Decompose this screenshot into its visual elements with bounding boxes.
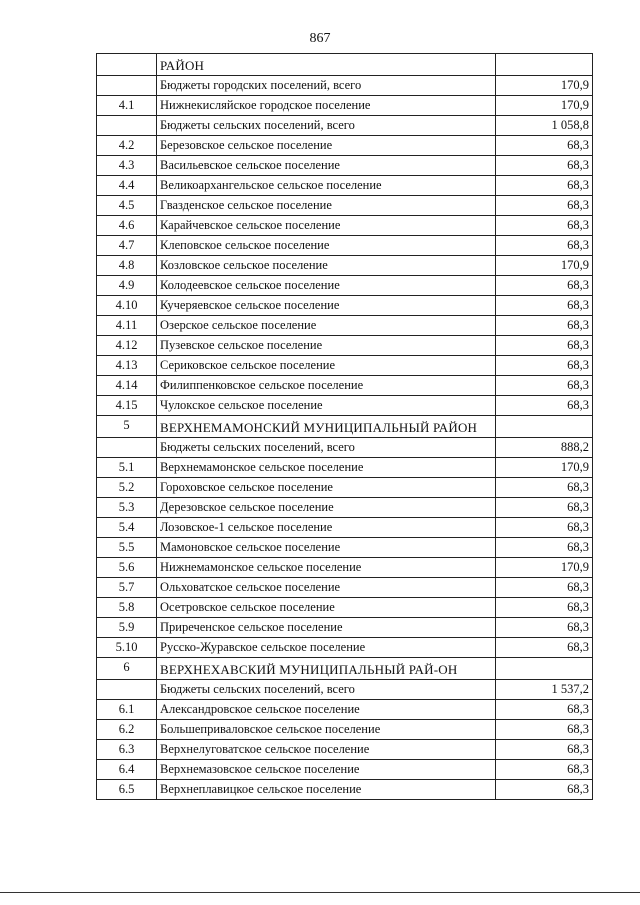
row-number: 4.2: [97, 136, 157, 156]
bottom-divider: [0, 892, 640, 893]
budget-allocation-table: [96, 53, 593, 800]
allocation-amount: 170,9: [496, 256, 593, 276]
allocation-amount: 68,3: [496, 518, 593, 538]
row-number: 4.11: [97, 316, 157, 336]
settlement-name: Кучеряевское сельское поселение: [157, 296, 496, 316]
table-row: [97, 740, 593, 760]
settlement-name: Приреченское сельское поселение: [157, 618, 496, 638]
table-row: [97, 316, 593, 336]
row-number: 6.3: [97, 740, 157, 760]
row-number: 4.14: [97, 376, 157, 396]
allocation-amount: 68,3: [496, 356, 593, 376]
row-number: 4.10: [97, 296, 157, 316]
allocation-amount: 68,3: [496, 538, 593, 558]
settlement-name: Великоархангельское сельское поселение: [157, 176, 496, 196]
row-number: 5.9: [97, 618, 157, 638]
settlement-name: Дерезовское сельское поселение: [157, 498, 496, 518]
table-row: [97, 136, 593, 156]
table-row: [97, 296, 593, 316]
table-row: [97, 518, 593, 538]
table-row: [97, 276, 593, 296]
row-number: 6.2: [97, 720, 157, 740]
allocation-amount: 68,3: [496, 578, 593, 598]
table-row: [97, 96, 593, 116]
settlement-name: Карайчевское сельское поселение: [157, 216, 496, 236]
table-row: [97, 638, 593, 658]
table-row: [97, 236, 593, 256]
settlement-name: Озерское сельское поселение: [157, 316, 496, 336]
row-number: 6: [97, 658, 157, 680]
allocation-amount: 68,3: [496, 618, 593, 638]
allocation-amount: 170,9: [496, 458, 593, 478]
row-number: 5.3: [97, 498, 157, 518]
settlement-name: Русско-Журавское сельское поселение: [157, 638, 496, 658]
allocation-amount: 68,3: [496, 276, 593, 296]
settlement-name: Верхнемазовское сельское поселение: [157, 760, 496, 780]
allocation-amount: 170,9: [496, 96, 593, 116]
settlement-name: Нижнекисляйское городское поселение: [157, 96, 496, 116]
row-number: 4.6: [97, 216, 157, 236]
row-number: [97, 54, 157, 76]
allocation-amount: 68,3: [496, 156, 593, 176]
allocation-amount: 170,9: [496, 76, 593, 96]
row-number: 5.4: [97, 518, 157, 538]
table-row: [97, 760, 593, 780]
allocation-amount: 68,3: [496, 760, 593, 780]
settlement-name: Верхнелуговатское сельское поселение: [157, 740, 496, 760]
table-row: [97, 720, 593, 740]
row-number: 4.12: [97, 336, 157, 356]
row-number: 5.8: [97, 598, 157, 618]
settlement-name: Сериковское сельское поселение: [157, 356, 496, 376]
settlement-name: Васильевское сельское поселение: [157, 156, 496, 176]
page-number: 867: [309, 31, 331, 46]
table-row: [97, 256, 593, 276]
allocation-amount: 68,3: [496, 136, 593, 156]
district-header-row: [97, 54, 593, 76]
table-row: [97, 558, 593, 578]
settlement-name: Бюджеты сельских поселений, всего: [157, 438, 496, 458]
settlement-name: Александровское сельское поселение: [157, 700, 496, 720]
allocation-amount: 68,3: [496, 296, 593, 316]
table-row: [97, 438, 593, 458]
table-row: [97, 458, 593, 478]
table-row: [97, 780, 593, 800]
table-row: [97, 156, 593, 176]
allocation-amount: 68,3: [496, 316, 593, 336]
table-row: [97, 538, 593, 558]
row-number: 4.3: [97, 156, 157, 176]
row-number: 5.7: [97, 578, 157, 598]
row-number: 4.1: [97, 96, 157, 116]
table-row: [97, 176, 593, 196]
allocation-amount: 1 058,8: [496, 116, 593, 136]
settlement-name: Верхнеплавицкое сельское поселение: [157, 780, 496, 800]
row-number: 4.8: [97, 256, 157, 276]
settlement-name: Чулокское сельское поселение: [157, 396, 496, 416]
allocation-amount: [496, 416, 593, 438]
allocation-amount: 68,3: [496, 336, 593, 356]
settlement-name: Большеприваловское сельское поселение: [157, 720, 496, 740]
table-row: [97, 618, 593, 638]
row-number: 4.7: [97, 236, 157, 256]
row-number: 5.6: [97, 558, 157, 578]
allocation-amount: 68,3: [496, 236, 593, 256]
row-number: 4.13: [97, 356, 157, 376]
row-number: 4.5: [97, 196, 157, 216]
table-row: [97, 396, 593, 416]
district-header-row: [97, 658, 593, 680]
row-number: 5.5: [97, 538, 157, 558]
settlement-name: Бюджеты сельских поселений, всего: [157, 680, 496, 700]
settlement-name: ВЕРХНЕМАМОНСКИЙ МУНИЦИПАЛЬНЫЙ РАЙОН: [157, 416, 496, 438]
table-row: [97, 598, 593, 618]
allocation-amount: 68,3: [496, 720, 593, 740]
allocation-amount: [496, 658, 593, 680]
row-number: [97, 76, 157, 96]
allocation-amount: [496, 54, 593, 76]
row-number: 6.5: [97, 780, 157, 800]
allocation-amount: 68,3: [496, 700, 593, 720]
settlement-name: Нижнемамонское сельское поселение: [157, 558, 496, 578]
allocation-amount: 68,3: [496, 780, 593, 800]
table-row: [97, 196, 593, 216]
allocation-amount: 68,3: [496, 216, 593, 236]
allocation-amount: 68,3: [496, 176, 593, 196]
settlement-name: РАЙОН: [157, 54, 496, 76]
settlement-name: Филиппенковское сельское поселение: [157, 376, 496, 396]
table-row: [97, 336, 593, 356]
row-number: 5.10: [97, 638, 157, 658]
allocation-amount: 68,3: [496, 740, 593, 760]
allocation-amount: 1 537,2: [496, 680, 593, 700]
table-row: [97, 356, 593, 376]
allocation-amount: 170,9: [496, 558, 593, 578]
allocation-amount: 68,3: [496, 478, 593, 498]
settlement-name: Бюджеты сельских поселений, всего: [157, 116, 496, 136]
table-row: [97, 116, 593, 136]
allocation-amount: 68,3: [496, 376, 593, 396]
settlement-name: Лозовское-1 сельское поселение: [157, 518, 496, 538]
row-number: 5: [97, 416, 157, 438]
row-number: 6.4: [97, 760, 157, 780]
table-row: [97, 498, 593, 518]
settlement-name: Верхнемамонское сельское поселение: [157, 458, 496, 478]
allocation-amount: 888,2: [496, 438, 593, 458]
settlement-name: Березовское сельское поселение: [157, 136, 496, 156]
settlement-name: ВЕРХНЕХАВСКИЙ МУНИЦИПАЛЬНЫЙ РАЙ-ОН: [157, 658, 496, 680]
allocation-amount: 68,3: [496, 598, 593, 618]
row-number: [97, 680, 157, 700]
allocation-amount: 68,3: [496, 498, 593, 518]
row-number: 4.15: [97, 396, 157, 416]
table-row: [97, 478, 593, 498]
row-number: [97, 116, 157, 136]
row-number: [97, 438, 157, 458]
table-row: [97, 376, 593, 396]
row-number: 4.9: [97, 276, 157, 296]
settlement-name: Бюджеты городских поселений, всего: [157, 76, 496, 96]
row-number: 4.4: [97, 176, 157, 196]
table-row: [97, 680, 593, 700]
district-header-row: [97, 416, 593, 438]
settlement-name: Мамоновское сельское поселение: [157, 538, 496, 558]
allocation-amount: 68,3: [496, 638, 593, 658]
settlement-name: Ольховатское сельское поселение: [157, 578, 496, 598]
settlement-name: Пузевское сельское поселение: [157, 336, 496, 356]
allocation-amount: 68,3: [496, 196, 593, 216]
row-number: 5.2: [97, 478, 157, 498]
allocation-amount: 68,3: [496, 396, 593, 416]
table-row: [97, 578, 593, 598]
settlement-name: Гвазденское сельское поселение: [157, 196, 496, 216]
settlement-name: Осетровское сельское поселение: [157, 598, 496, 618]
table-row: [97, 76, 593, 96]
settlement-name: Клеповское сельское поселение: [157, 236, 496, 256]
table-body: [97, 54, 593, 800]
settlement-name: Гороховское сельское поселение: [157, 478, 496, 498]
row-number: 5.1: [97, 458, 157, 478]
table-row: [97, 700, 593, 720]
table-row: [97, 216, 593, 236]
settlement-name: Колодеевское сельское поселение: [157, 276, 496, 296]
settlement-name: Козловское сельское поселение: [157, 256, 496, 276]
row-number: 6.1: [97, 700, 157, 720]
